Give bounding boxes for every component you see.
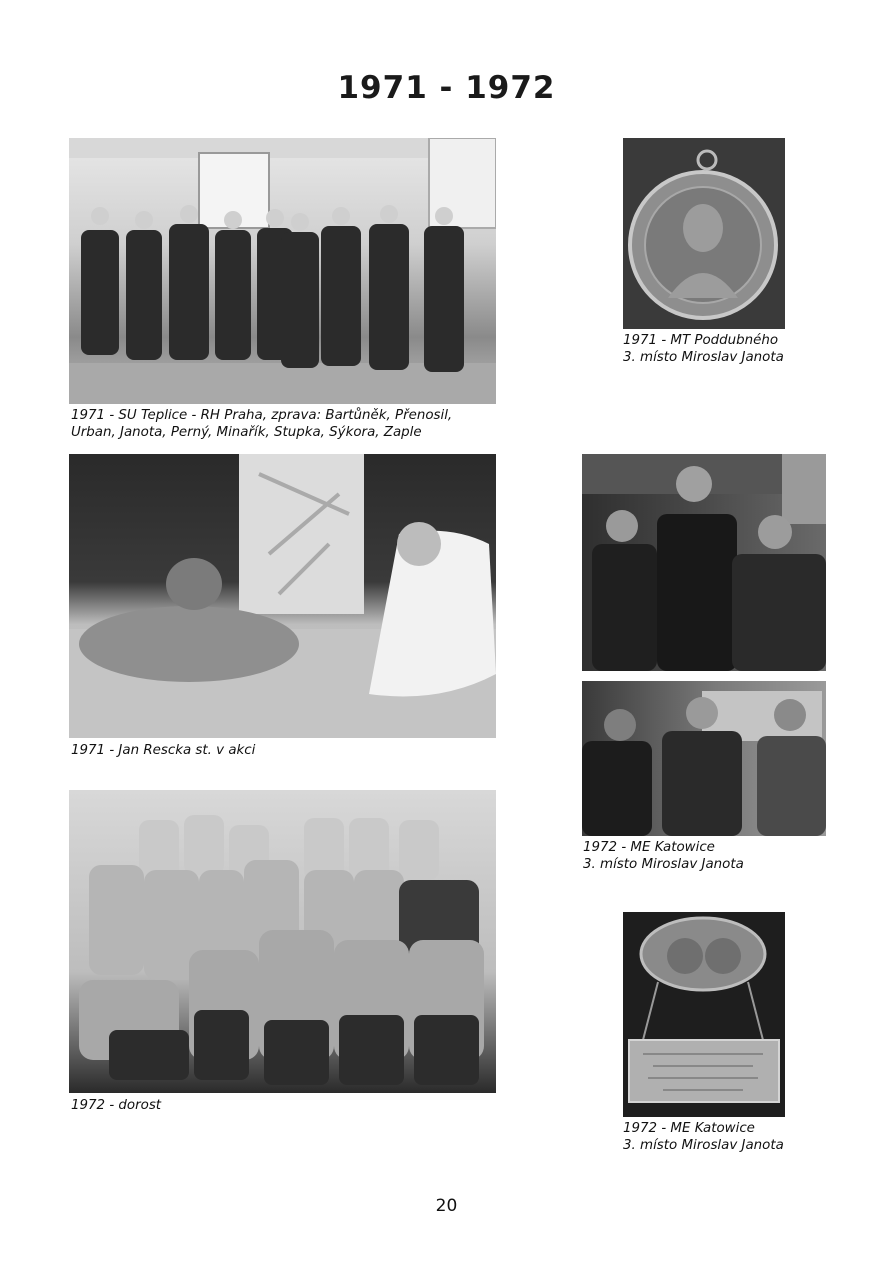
- katowice-podium-photo: [582, 454, 826, 671]
- page-title: 1971 - 1972: [337, 70, 556, 106]
- page-number: 20: [435, 1196, 458, 1216]
- team-lineup-caption: [71, 407, 452, 441]
- caption-line: 1972 - ME Katowice: [623, 1121, 755, 1136]
- caption-line: 1972 - ME Katowice: [583, 840, 715, 855]
- caption-line: 1971 - SU Teplice - RH Praha, zprava: Bartůněk, Přenosil,: [71, 408, 453, 423]
- dorost-caption: [71, 1097, 161, 1114]
- team-lineup-photo: [69, 138, 496, 404]
- katowice-group-photo: [582, 681, 826, 836]
- poddubny-medal-photo: [623, 138, 785, 329]
- dorost-group-photo: [69, 790, 496, 1093]
- katowice-plaque-caption: [623, 1120, 784, 1154]
- rescka-action-photo: [69, 454, 496, 738]
- caption-line: Urban, Janota, Perný, Minařík, Stupka, Sýkora, Zaple: [71, 425, 422, 440]
- caption-line: 3. místo Miroslav Janota: [623, 1138, 784, 1153]
- katowice-plaque-photo: [623, 912, 785, 1117]
- caption-line: 1971 - MT Poddubného: [623, 333, 779, 348]
- caption-line: 1971 - Jan Rescka st. v akci: [71, 743, 256, 758]
- caption-line: 3. místo Miroslav Janota: [583, 857, 744, 872]
- caption-line: 1972 - dorost: [71, 1098, 162, 1113]
- caption-line: 3. místo Miroslav Janota: [623, 350, 784, 365]
- katowice-podium-caption: [583, 839, 744, 873]
- poddubny-medal-caption: [623, 332, 784, 366]
- rescka-action-caption: [71, 742, 255, 759]
